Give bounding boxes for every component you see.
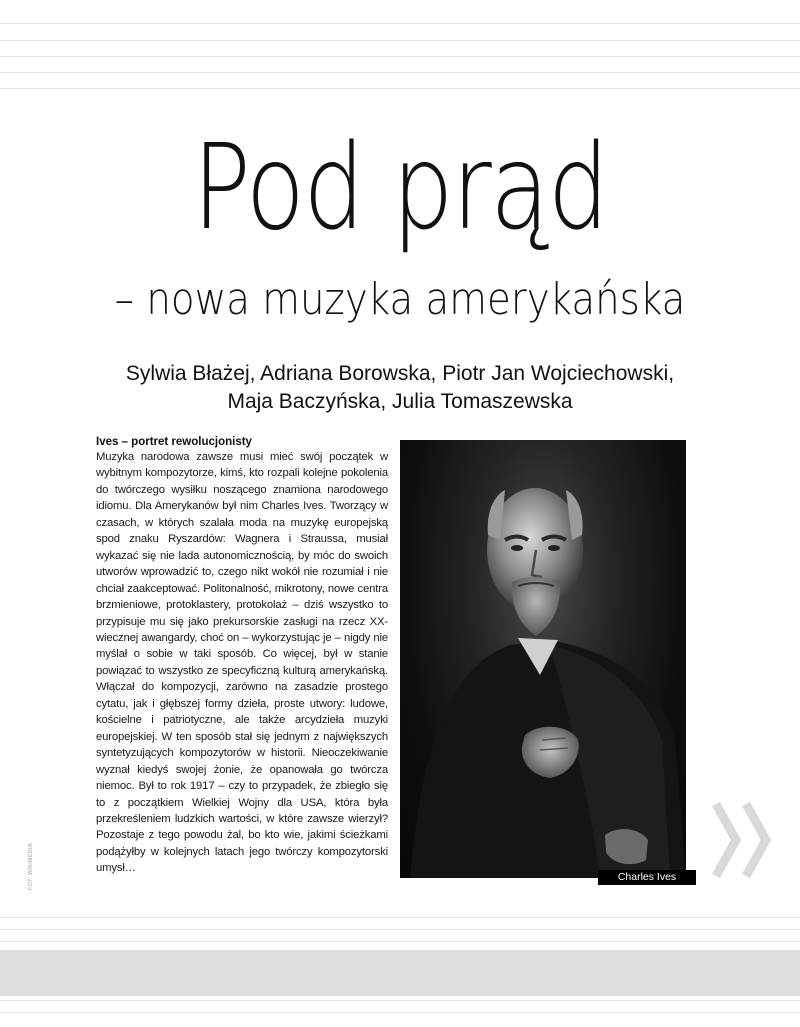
- bottom-gray-band: [0, 950, 800, 996]
- photo-caption: Charles Ives: [598, 870, 696, 885]
- page-title: Pod prąd: [192, 118, 608, 256]
- section-heading: Ives – portret rewolucjonisty: [96, 436, 252, 448]
- double-chevron-right-icon: [712, 800, 776, 880]
- article-body: Muzyka narodowa zawsze musi mieć swój początek w wybitnym kompozytorze, kimś, kto rozpali kolejne pokolenia do twórczego wysiłku noszącego znamiona narodowego idiomu. Dla Amerykanów był nim Charles Ives. Tworzący w czasach, w których szalała moda na muzykę europejską spod znaku Ryszardów: Wagnera i Straussa, musiał wykazać się nie lada autonomicznością, by móc do swoich utworów wprowadzić to, czego nikt wokół nie rozumiał i nie chciał zaakceptować. Politonalność, mikrotony, nowe centra brzmieniowe, protoklastery, protokolaż – dziś wszystko to przypisuje mu się jako prekursorskie zasługi na rzecz XX-wiecznej awangardy, choć on – wykorzystując je – nigdy nie myślał o sobie w taki sposób. Co więcej, był w stanie powiązać to wszystko ze specyficzną kulturą amerykańską. Włączał do kompozycji, zarówno na zasadzie prostego cytatu, jak i głębszej formy dzieła, proste utwory: ludowe, kościelne i patriotyczne, ale także arcydzieła muzyki europejskiej. W ten sposób stał się jednym z największych syntetyzujących kompozytorów w historii. Nieoczekiwanie wyznał kiedyś swojej żonie, że opanowała go twórcza niemoc. Był to rok 1917 – czy to przypadek, że zbiegło się to z początkiem Wielkiej Wojny dla USA, która była przekreśleniem ludzkich wartości, w które zawsze wierzył? Pozostaje z tego powodu żal, bo kto wie, jakimi ścieżkami podążyłby w kolejnych latach jego twórczy kompozytorski umysł…: [96, 451, 388, 875]
- photo-credit: FOT. WIKIMEDIA: [28, 843, 34, 890]
- author-list: [60, 360, 740, 416]
- authors-line-1: Sylwia Błażej, Adriana Borowska, Piotr Jan Wojciechowski,: [125, 362, 675, 385]
- page-subtitle: – nowa muzyka amerykańska: [114, 274, 686, 325]
- authors-line-2: Maja Baczyńska, Julia Tomaszewska: [227, 390, 573, 413]
- article-column: [96, 436, 388, 877]
- portrait-illustration: [400, 440, 686, 878]
- portrait-photo: [400, 440, 686, 878]
